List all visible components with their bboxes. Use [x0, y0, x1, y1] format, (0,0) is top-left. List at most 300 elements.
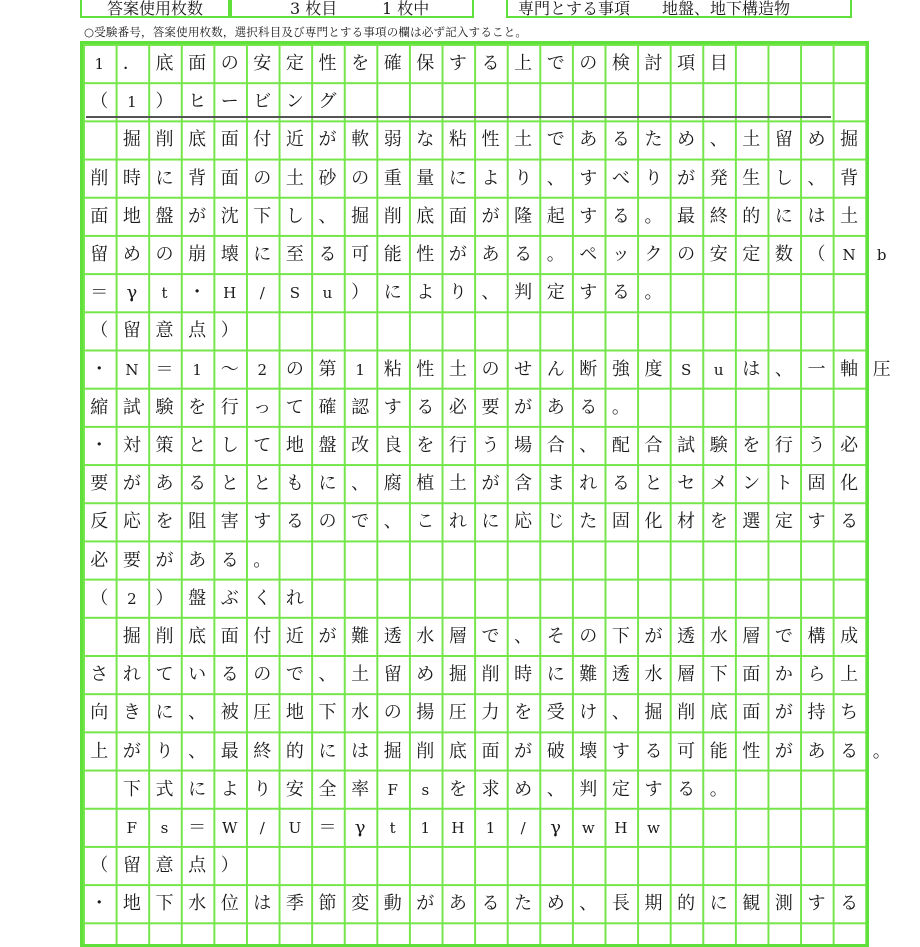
- grid-char: れ: [579, 473, 598, 495]
- grid-char: 盤: [318, 435, 337, 456]
- grid-char: は: [351, 740, 370, 762]
- grid-char: 固: [611, 511, 630, 533]
- grid-char: に: [383, 282, 402, 304]
- grid-char: が: [481, 473, 500, 495]
- grid-char: 終: [253, 740, 272, 762]
- grid-char: に: [155, 167, 174, 189]
- grid-char: 変: [351, 893, 370, 915]
- grid-char: 目: [709, 53, 728, 74]
- grid-char: 留: [383, 664, 402, 686]
- grid-char: u: [713, 360, 724, 379]
- grid-char: す: [644, 778, 663, 800]
- grid-char: 験: [709, 435, 728, 456]
- grid-char: 意: [155, 320, 174, 342]
- grid-char: 定: [774, 511, 793, 533]
- text-line: [83, 427, 913, 465]
- grid-char: u: [322, 284, 333, 303]
- grid-char: 底: [709, 702, 728, 724]
- grid-char: グ: [318, 91, 337, 113]
- grid-char: ッ: [611, 244, 630, 265]
- grid-char: 終: [709, 205, 728, 227]
- grid-char: 良: [383, 435, 402, 456]
- grid-char: が: [514, 740, 533, 762]
- grid-char: 可: [351, 244, 370, 265]
- grid-char: 弱: [383, 129, 402, 151]
- grid-char: 壊: [579, 740, 598, 762]
- grid-char: 必: [90, 549, 109, 571]
- grid-char: 的: [285, 740, 304, 762]
- grid-char: 、: [188, 702, 207, 724]
- grid-char: 的: [742, 205, 761, 227]
- grid-char: 圧: [448, 702, 467, 724]
- grid-char: 層: [742, 626, 761, 647]
- grid-char: で: [546, 53, 565, 74]
- grid-char: （: [90, 587, 109, 609]
- grid-char: 付: [253, 129, 272, 151]
- grid-char: 一: [807, 358, 826, 380]
- grid-char: ＝: [188, 817, 207, 838]
- grid-char: 掘: [122, 626, 141, 647]
- grid-char: 率: [351, 778, 370, 800]
- grid-char: 判: [579, 778, 598, 800]
- grid-char: 削: [481, 664, 500, 686]
- grid-char: 土: [448, 358, 467, 380]
- grid-char: 地: [122, 205, 141, 227]
- grid-char: を: [709, 511, 728, 533]
- grid-char: る: [840, 740, 859, 762]
- grid-char: あ: [807, 740, 826, 762]
- grid-char: の: [579, 626, 598, 647]
- grid-char: 下: [155, 893, 174, 915]
- grid-char: 重: [383, 167, 402, 189]
- grid-char: （: [90, 320, 109, 342]
- grid-char: が: [448, 244, 467, 265]
- sheet-total: 1 枚中: [382, 0, 430, 18]
- grid-char: る: [579, 396, 598, 418]
- grid-char: 、: [481, 282, 500, 304]
- grid-char: 土: [351, 664, 370, 686]
- grid-char: 応: [122, 511, 141, 533]
- grid-char: 面: [448, 205, 467, 227]
- text-line: [83, 351, 913, 389]
- grid-char: 全: [318, 778, 337, 800]
- grid-char: 留: [122, 320, 141, 342]
- grid-char: の: [285, 358, 304, 380]
- grid-char: た: [579, 511, 598, 533]
- grid-char: 破: [546, 740, 565, 762]
- grid-char: 上: [90, 740, 109, 762]
- grid-char: も: [285, 473, 304, 495]
- grid-char: 面: [220, 129, 239, 151]
- grid-char: め: [416, 664, 435, 686]
- grid-char: と: [644, 473, 663, 495]
- grid-char: H: [223, 284, 237, 303]
- grid-char: 性: [742, 740, 761, 762]
- grid-char: じ: [546, 511, 565, 533]
- grid-char: F: [126, 819, 138, 837]
- grid-char: 受: [546, 702, 565, 724]
- grid-char: の: [383, 702, 402, 724]
- text-line: [83, 885, 913, 923]
- grid-char: に: [155, 702, 174, 724]
- grid-char: の: [677, 244, 696, 265]
- grid-char: て: [285, 396, 304, 418]
- grid-char: 崩: [188, 244, 207, 265]
- grid-char: 背: [840, 167, 859, 189]
- grid-char: し: [220, 435, 239, 456]
- grid-char: ・: [90, 893, 109, 915]
- grid-char: 化: [840, 473, 859, 495]
- grid-char: 動: [383, 893, 402, 915]
- grid-char: ー: [220, 91, 239, 113]
- grid-char: w: [647, 819, 660, 837]
- grid-char: を: [351, 53, 370, 74]
- grid-char: ）: [155, 587, 174, 609]
- grid-char: 配: [611, 435, 630, 456]
- grid-char: 透: [383, 626, 402, 647]
- grid-char: 上: [514, 53, 533, 74]
- grid-char: 面: [220, 167, 239, 189]
- grid-char: 発: [709, 167, 728, 189]
- grid-char: 下: [611, 626, 630, 647]
- grid-char: 土: [448, 473, 467, 495]
- grid-char: 可: [677, 740, 696, 762]
- grid-char: り: [514, 167, 533, 189]
- grid-char: る: [220, 664, 239, 686]
- text-line: [83, 121, 913, 159]
- grid-char: め: [807, 129, 826, 151]
- grid-char: 点: [188, 320, 207, 342]
- grid-char: 力: [481, 702, 500, 724]
- grid-char: っ: [253, 396, 272, 418]
- grid-char: 面: [742, 664, 761, 686]
- grid-char: の: [579, 53, 598, 74]
- grid-char: 点: [188, 855, 207, 877]
- grid-char: U: [288, 819, 302, 837]
- grid-char: ら: [807, 664, 826, 686]
- grid-char: ヒ: [188, 91, 207, 113]
- grid-char: ん: [546, 358, 565, 380]
- grid-char: /: [520, 819, 526, 837]
- grid-char: 粘: [448, 129, 467, 151]
- grid-char: 面: [90, 205, 109, 227]
- grid-char: 透: [677, 626, 696, 647]
- grid-char: 、: [774, 358, 793, 380]
- grid-char: 成: [840, 626, 859, 647]
- grid-char: は: [742, 358, 761, 380]
- grid-char: め: [122, 244, 141, 265]
- grid-char: 討: [644, 53, 663, 74]
- grid-char: 位: [220, 893, 239, 915]
- grid-char: 性: [416, 244, 435, 265]
- text-line: [83, 771, 913, 809]
- grid-char: 1: [485, 819, 496, 837]
- grid-char: か: [774, 664, 793, 686]
- text-line: [83, 580, 913, 618]
- grid-char: 試: [122, 396, 141, 418]
- grid-char: が: [514, 396, 533, 418]
- grid-char: る: [611, 205, 630, 227]
- specialty-label: 専門とする事項 地盤、地下構造物: [518, 0, 791, 18]
- text-line: [83, 656, 913, 694]
- grid-char: 透: [611, 664, 630, 686]
- grid-char: 面: [742, 702, 761, 724]
- grid-char: き: [122, 702, 141, 724]
- grid-char: 留: [122, 855, 141, 877]
- grid-char: と: [253, 473, 272, 495]
- grid-char: H: [451, 819, 465, 837]
- grid-char: が: [122, 740, 141, 762]
- grid-char: こ: [416, 511, 435, 533]
- grid-char: の: [155, 244, 174, 265]
- grid-char: は: [807, 205, 826, 227]
- sheet-count-box: [230, 0, 474, 18]
- grid-char: 下: [122, 778, 141, 800]
- grid-char: 揚: [416, 702, 435, 724]
- grid-char: s: [421, 780, 430, 799]
- grid-char: 下: [253, 205, 272, 227]
- grid-char: 策: [155, 435, 174, 456]
- grid-char: 隆: [514, 205, 533, 227]
- grid-char: で: [285, 664, 304, 686]
- grid-char: 留: [90, 244, 109, 265]
- grid-char: W: [221, 819, 238, 837]
- grid-char: 削: [383, 205, 402, 227]
- grid-char: る: [220, 549, 239, 571]
- grid-char: 最: [677, 205, 696, 227]
- grid-char: 。: [546, 244, 565, 265]
- grid-char: る: [416, 396, 435, 418]
- grid-char: 項: [677, 53, 696, 74]
- grid-char: で: [546, 129, 565, 151]
- grid-char: る: [611, 282, 630, 304]
- grid-char: 向: [90, 702, 109, 724]
- grid-char: よ: [481, 167, 500, 189]
- grid-char: 。: [709, 778, 728, 800]
- grid-char: 、: [611, 702, 630, 724]
- grid-char: に: [448, 167, 467, 189]
- grid-char: 起: [546, 205, 565, 227]
- grid-char: 要: [481, 396, 500, 418]
- grid-char: 、: [579, 435, 598, 456]
- grid-char: 底: [155, 53, 174, 74]
- grid-char: 、: [351, 473, 370, 495]
- grid-char: S: [680, 360, 692, 379]
- grid-char: て: [155, 664, 174, 686]
- grid-char: が: [155, 549, 174, 571]
- grid-char: を: [448, 778, 467, 800]
- text-line: [83, 83, 913, 121]
- grid-char: に: [481, 511, 500, 533]
- grid-char: 定: [285, 53, 304, 74]
- grid-char: 植: [416, 473, 435, 495]
- grid-char: 断: [579, 358, 598, 380]
- grid-char: 数: [774, 244, 793, 265]
- grid-char: 必: [840, 435, 859, 456]
- grid-char: 1: [192, 360, 202, 379]
- form-notice: ○受験番号，答案使用枚数，選択科目及び専門とする事項の欄は必ず記入すること。: [84, 25, 528, 39]
- grid-char: 安: [709, 244, 728, 265]
- grid-char: 底: [416, 205, 435, 227]
- grid-char: を: [742, 435, 761, 456]
- grid-char: 腐: [383, 473, 402, 495]
- grid-char: 掘: [644, 702, 663, 724]
- grid-char: 合: [644, 435, 663, 456]
- grid-char: 、: [807, 167, 826, 189]
- grid-char: 1: [127, 93, 137, 112]
- grid-char: 水: [709, 626, 728, 647]
- grid-char: る: [514, 244, 533, 265]
- grid-char: 安: [285, 778, 304, 800]
- grid-char: 削: [416, 740, 435, 762]
- grid-char: 面: [481, 740, 500, 762]
- grid-char: ・: [188, 282, 207, 304]
- grid-char: メ: [709, 473, 728, 495]
- grid-char: 改: [351, 435, 370, 456]
- grid-char: す: [448, 53, 467, 74]
- grid-char: で: [351, 511, 370, 533]
- grid-char: と: [188, 435, 207, 456]
- grid-char: 要: [90, 473, 109, 495]
- grid-char: 1: [94, 55, 105, 73]
- grid-char: 、: [383, 511, 402, 533]
- grid-char: 的: [677, 893, 696, 915]
- grid-char: で: [774, 626, 793, 647]
- grid-char: が: [677, 167, 696, 189]
- grid-char: 式: [155, 778, 174, 800]
- grid-char: よ: [416, 282, 435, 304]
- grid-char: t: [161, 284, 168, 303]
- grid-char: 第: [318, 358, 337, 380]
- grid-char: す: [611, 740, 630, 762]
- grid-char: 掘: [840, 129, 859, 151]
- grid-char: （: [807, 244, 826, 265]
- grid-char: ～: [220, 358, 239, 380]
- grid-char: 認: [351, 396, 370, 418]
- grid-char: 層: [448, 626, 467, 647]
- grid-char: ち: [840, 702, 859, 724]
- grid-char: 地: [285, 435, 304, 456]
- grid-char: ン: [742, 473, 761, 495]
- grid-char: ・: [90, 435, 109, 456]
- grid-char: 材: [677, 511, 696, 533]
- grid-char: ＝: [90, 282, 109, 304]
- grid-char: の: [318, 511, 337, 533]
- grid-char: 時: [514, 664, 533, 686]
- grid-char: 盤: [188, 587, 207, 609]
- grid-char: 留: [774, 129, 793, 151]
- grid-char: 至: [285, 244, 304, 265]
- grid-char: 、: [514, 626, 533, 647]
- grid-char: ぶ: [220, 587, 239, 609]
- text-line: [83, 542, 913, 580]
- grid-char: 構: [807, 626, 826, 647]
- grid-char: 2: [127, 589, 137, 608]
- text-line: [83, 198, 913, 236]
- grid-char: な: [416, 129, 435, 151]
- grid-char: 背: [188, 167, 207, 189]
- grid-char: れ: [285, 587, 304, 609]
- grid-char: 季: [285, 893, 304, 915]
- grid-char: あ: [481, 244, 500, 265]
- grid-char: /: [259, 284, 265, 303]
- grid-char: 時: [122, 167, 141, 189]
- grid-char: と: [220, 473, 239, 495]
- grid-char: れ: [122, 664, 141, 686]
- grid-char: れ: [448, 511, 467, 533]
- grid-char: 水: [644, 664, 663, 686]
- grid-char: 含: [514, 473, 533, 495]
- grid-char: 保: [416, 53, 435, 74]
- grid-char: が: [774, 740, 793, 762]
- grid-char: 底: [448, 740, 467, 762]
- grid-char: 、: [579, 893, 598, 915]
- grid-char: （: [90, 855, 109, 877]
- grid-char: る: [840, 893, 859, 915]
- grid-char: 面: [188, 53, 207, 74]
- grid-char: を: [155, 511, 174, 533]
- grid-char: け: [579, 702, 598, 724]
- grid-char: め: [514, 778, 533, 800]
- grid-char: 安: [253, 53, 272, 74]
- grid-char: 。: [644, 282, 663, 304]
- grid-char: ）: [220, 320, 239, 342]
- grid-char: ）: [220, 855, 239, 877]
- grid-char: が: [774, 702, 793, 724]
- grid-char: 、: [318, 205, 337, 227]
- grid-char: の: [220, 53, 239, 74]
- grid-char: し: [285, 205, 304, 227]
- grid-char: 性: [416, 358, 435, 380]
- grid-char: γ: [550, 817, 562, 838]
- grid-char: ＝: [318, 817, 337, 838]
- grid-char: せ: [514, 358, 533, 380]
- grid-char: 地: [122, 893, 141, 915]
- text-line: [83, 618, 913, 656]
- grid-char: w: [581, 819, 595, 837]
- grid-char: る: [840, 511, 859, 533]
- grid-char: て: [253, 435, 272, 456]
- grid-char: 下: [318, 702, 337, 724]
- grid-char: 軟: [351, 129, 370, 151]
- grid-char: 削: [155, 129, 174, 151]
- grid-char: 生: [742, 167, 761, 189]
- text-line: [83, 312, 913, 350]
- grid-char: 。: [644, 205, 663, 227]
- grid-char: の: [481, 358, 500, 380]
- grid-char: 行: [774, 435, 793, 456]
- text-line: [83, 389, 913, 427]
- grid-char: 節: [318, 893, 337, 915]
- grid-char: が: [122, 473, 141, 495]
- grid-char: 反: [90, 511, 109, 533]
- grid-char: よ: [220, 778, 239, 800]
- grid-char: 掘: [351, 205, 370, 227]
- grid-char: あ: [448, 893, 467, 915]
- grid-char: 付: [253, 626, 272, 647]
- grid-char: 行: [220, 396, 239, 418]
- grid-char: く: [253, 587, 272, 609]
- grid-char: 水: [188, 893, 207, 915]
- grid-char: 土: [514, 129, 533, 151]
- grid-char: に: [546, 664, 565, 686]
- grid-char: 削: [90, 167, 109, 189]
- grid-char: b: [876, 246, 887, 264]
- grid-char: 削: [677, 702, 696, 724]
- grid-char: に: [188, 778, 207, 800]
- grid-char: う: [481, 435, 500, 456]
- grid-char: F: [387, 780, 398, 799]
